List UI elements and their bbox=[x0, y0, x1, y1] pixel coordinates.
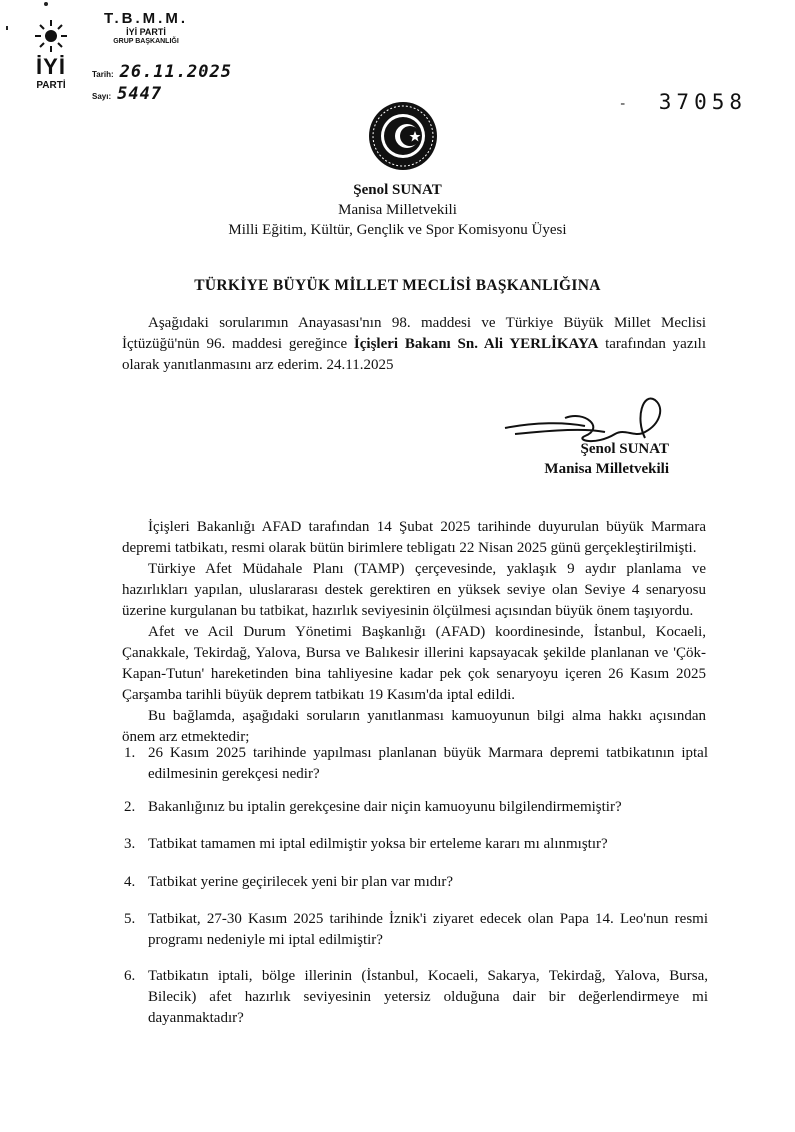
intro-minister: İçişleri Bakanı Sn. Ali YERLİKAYA bbox=[353, 336, 599, 352]
stamp-title: T.B.M.M. bbox=[104, 10, 188, 27]
intro-paragraph bbox=[122, 313, 706, 376]
stamp-number-row bbox=[92, 84, 162, 104]
question-text: Tatbikat yerine geçirilecek yeni bir plan var mıdır? bbox=[148, 874, 454, 890]
question-item bbox=[124, 872, 708, 893]
party-logo bbox=[22, 6, 80, 92]
seal-emblem-icon bbox=[367, 100, 439, 172]
signature-title: Manisa Milletvekili bbox=[544, 461, 669, 477]
question-text: 26 Kasım 2025 tarihinde yapılması planlanan büyük Marmara depremi tatbikatının iptal edilmesinin gerekçesi nedir? bbox=[148, 745, 708, 782]
date-value: 26.11.2025 bbox=[119, 62, 232, 82]
receipt-stamp bbox=[86, 10, 236, 110]
body-paragraph: Türkiye Afet Müdahale Planı (TAMP) çerçevesinde, yaklaşık 9 aydır planlama ve hazırlıkları yapılan, uluslararası destek gerektiren en yüksek seviye olan Seviye 4 senaryosu üzerine kurgulanan bu tatbikat, hazırlık seviyesinin ölçülmesi açısından büyük önem taşıyordu. bbox=[122, 561, 706, 619]
question-text: Tatbikat tamamen mi iptal edilmiştir yoksa bir erteleme kararı mı alınmıştır? bbox=[148, 836, 608, 852]
stamp-group: GRUP BAŞKANLIĞI bbox=[113, 38, 179, 45]
question-text: Tatbikat, 27-30 Kasım 2025 tarihinde İznik'i ziyaret edecek olan Papa 14. Leo'nun resmi programı nedeniyle mi iptal edilmiştir? bbox=[148, 911, 708, 948]
number-label: Sayı: bbox=[92, 92, 112, 101]
question-item bbox=[124, 966, 708, 1029]
scan-dot bbox=[44, 2, 48, 6]
signature-name: Şenol SUNAT bbox=[580, 441, 669, 457]
question-number: 6. bbox=[124, 968, 136, 984]
party-logo-text: İYİ bbox=[36, 54, 66, 79]
question-number: 4. bbox=[124, 874, 136, 890]
question-item bbox=[124, 743, 708, 785]
intro-text-1: Aşağıdaki sorularımın Anayasası'nın 98. maddesi ve Türkiye Büyük Millet Meclisi İçtüzüğü'nün 96. maddesi gereğince bbox=[122, 315, 706, 352]
sender-title: Manisa Milletvekili bbox=[338, 202, 457, 218]
date-label: Tarih: bbox=[92, 70, 114, 79]
sender-committee: Milli Eğitim, Kültür, Gençlik ve Spor Komisyonu Üyesi bbox=[228, 222, 567, 238]
question-item bbox=[124, 797, 708, 818]
sender-name: Şenol SUNAT bbox=[353, 182, 442, 198]
intro-text-2: tarafından yazılı olarak yanıtlanmasını arz ederim. 24.11.2025 bbox=[122, 336, 706, 373]
question-number: 3. bbox=[124, 836, 136, 852]
question-text: Tatbikatın iptali, bölge illerinin (İstanbul, Kocaeli, Sakarya, Tekirdağ, Yalova, Bursa, Bilecik) afet hazırlık seviyesinin yetersiz olduğuna dair bir değerlendirmeye mi dayanmaktadır? bbox=[148, 968, 708, 1026]
body-text bbox=[122, 517, 706, 748]
document-number: 37058 bbox=[658, 90, 747, 114]
question-number: 5. bbox=[124, 911, 136, 927]
question-text: Bakanlığınız bu iptalin gerekçesine dair niçin kamuoyunu bilgilendirmemiştir? bbox=[148, 799, 622, 815]
question-number: 1. bbox=[124, 745, 136, 761]
body-paragraph: İçişleri Bakanlığı AFAD tarafından 14 Şubat 2025 tarihinde duyurulan büyük Marmara depremi tatbikatı, resmi olarak bütün birimlere tebligatı 22 Nisan 2025 günü gerçekleştirilmişti. bbox=[122, 519, 706, 556]
number-dash: - bbox=[620, 96, 625, 111]
number-value: 5447 bbox=[117, 84, 163, 104]
stamp-party: İYİ PARTİ bbox=[126, 27, 166, 37]
document-heading: TÜRKİYE BÜYÜK MİLLET MECLİSİ BAŞKANLIĞINA bbox=[194, 277, 601, 294]
party-logo-caption: PARTİ bbox=[36, 80, 66, 91]
question-number: 2. bbox=[124, 799, 136, 815]
question-item bbox=[124, 834, 708, 855]
scan-dot bbox=[6, 26, 8, 30]
body-paragraph: Bu bağlamda, aşağıdaki soruların yanıtlanması kamuoyunun bilgi alma hakkı açısından önem arz etmektedir; bbox=[122, 708, 706, 745]
stamp-date-row bbox=[92, 62, 232, 82]
body-paragraph: Afet ve Acil Durum Yönetimi Başkanlığı (AFAD) koordinesinde, İstanbul, Kocaeli, Çanakkale, Tekirdağ, Yalova, Bursa ve Balıkesir illerini kapsayacak şekilde planlanan ve 'Çök-Kapan-Tutun' hareketinden bina tahliyesine kadar pek çok senaryoyu içeren 26 Kasım 2025 Çarşamba tarihli büyük deprem tatbikatı 19 Kasım'da iptal edildi. bbox=[122, 624, 706, 703]
parliament-seal bbox=[367, 100, 439, 172]
question-item bbox=[124, 909, 708, 951]
